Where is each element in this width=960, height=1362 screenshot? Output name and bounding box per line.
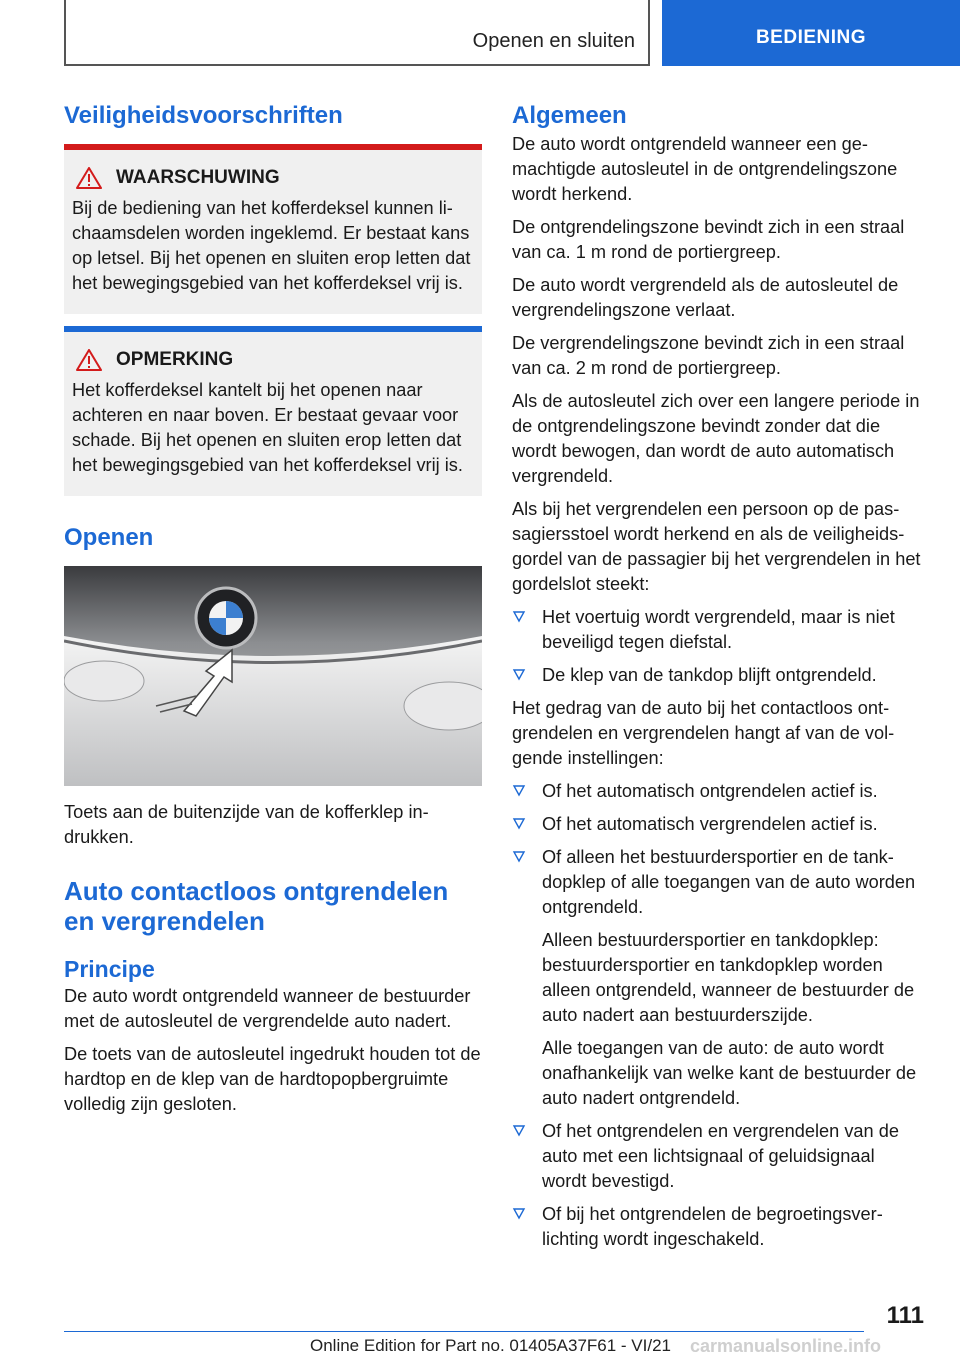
header-chapter-tab: BEDIENING — [662, 0, 960, 66]
general-paragraph-4: De vergrendelingszone bevindt zich in een straal van ca. 2 m rond de portiergreep. — [512, 333, 905, 378]
principle-heading: Principe — [64, 956, 155, 982]
warning-box — [64, 144, 482, 314]
list-item — [512, 1119, 924, 1194]
general-paragraph-3: De auto wordt vergrendeld als de autosleutel de vergrendelingszone verlaat. — [512, 275, 899, 320]
warning-triangle-icon — [76, 167, 102, 189]
triangle-bullet-icon — [512, 1206, 526, 1220]
list-item-text: Of het ontgrendelen en vergrendelen van de auto met een lichtsignaal of geluidsignaal wordt bevestigd. — [542, 1121, 899, 1191]
list-item — [512, 1202, 924, 1252]
notice-box — [64, 326, 482, 496]
watermark: carmanualsonline.info — [690, 1336, 882, 1356]
triangle-bullet-icon — [512, 849, 526, 863]
settings-paragraph: Het gedrag van de auto bij het contactloos ontgrendelen en vergrendelen hangt af van de volgende instellingen: — [512, 698, 895, 768]
triangle-bullet-icon — [512, 1123, 526, 1137]
list-item-text: De klep van de tankdop blijft ontgrendeld. — [542, 665, 877, 685]
list-item — [512, 663, 924, 688]
footer-divider — [64, 1331, 864, 1332]
general-paragraph-6: Als bij het vergrendelen een persoon op de passagiersstoel wordt herkend en als de veiligheidsgordel van de passagier bij het vergrendelen in het gordelslot steekt: — [512, 499, 921, 594]
warning-header — [72, 164, 474, 192]
general-paragraph-5: Als de autosleutel zich over een langere periode in de ontgrendelingszone bevindt zonder dat die wordt bewogen, dan wordt de auto automatisch vergrendeld. — [512, 391, 920, 486]
keyless-heading: Auto contactloos ontgrendelen en vergrendelen — [64, 876, 449, 936]
left-column — [64, 100, 482, 1117]
notice-text: Het kofferdeksel kantelt bij het openen naar achteren en naar boven. Er bestaat gevaar voor schade. Bij het openen en sluiten erop letten dat het bewegingsgebied van het kofferdeksel vrij is. — [72, 380, 463, 475]
list-sub-paragraph: Alleen bestuurdersportier en tankdopklep: bestuurdersportier en tankdopklep worden alleen ontgrendeld, wanneer de bestuurder de auto nadert aan bestuurderszijde. — [542, 930, 915, 1025]
triangle-bullet-icon — [512, 783, 526, 797]
open-heading: Openen — [64, 524, 154, 551]
list-sub-paragraph: Alle toegangen van de auto: de auto wordt onafhankelijk van welke kant de bestuurder de auto nadert ontgrendeld. — [542, 1038, 917, 1108]
list-item-text: Of het automatisch ontgrendelen actief is. — [542, 781, 878, 801]
page-number: 111 — [886, 1302, 924, 1329]
list-item-text: Of bij het ontgrendelen de begroetingsverlichting wordt ingeschakeld. — [542, 1204, 883, 1249]
triangle-bullet-icon — [512, 816, 526, 830]
open-instruction: Toets aan de buitenzijde van de kofferklep indrukken. — [64, 802, 429, 847]
header-section-title: Openen en sluiten — [472, 30, 635, 52]
notice-triangle-icon — [76, 349, 102, 371]
list-item — [512, 845, 924, 1111]
principle-paragraph-1: De auto wordt ontgrendeld wanneer de bestuurder met de autosleutel de vergrendelde auto nadert. — [64, 986, 471, 1031]
list-item — [512, 605, 924, 655]
principle-paragraph-2: De toets van de autosleutel ingedrukt houden tot de hardtop en de klep van de hardtopopbergruimte volledig zijn gesloten. — [64, 1044, 481, 1114]
passenger-list — [512, 605, 924, 688]
general-paragraph-2: De ontgrendelingszone bevindt zich in een straal van ca. 1 m rond de portiergreep. — [512, 217, 905, 262]
trunk-button-photo — [64, 566, 482, 786]
notice-header — [72, 346, 474, 374]
warning-text: Bij de bediening van het kofferdeksel kunnen lichaamsdelen worden ingeklemd. Er bestaat kans op letsel. Bij het openen en sluiten erop letten dat het bewegingsgebied van het kofferdeksel vrij is. — [72, 198, 471, 293]
general-heading: Algemeen — [512, 102, 627, 129]
settings-list — [512, 779, 924, 1252]
list-item-text: Of alleen het bestuurdersportier en de tankdopklep of alle toegangen van de auto worden ontgrendeld. — [542, 847, 916, 917]
list-item-text: Het voertuig wordt vergrendeld, maar is niet beveiligd tegen diefstal. — [542, 607, 895, 652]
triangle-bullet-icon — [512, 667, 526, 681]
warning-label: WAARSCHUWING — [116, 167, 280, 188]
notice-label: OPMERKING — [116, 349, 234, 370]
safety-heading: Veiligheidsvoorschriften — [64, 102, 343, 129]
right-column — [512, 100, 924, 1252]
triangle-bullet-icon — [512, 609, 526, 623]
edition-text: Online Edition for Part no. 01405A37F61 - VI/21 — [310, 1336, 672, 1355]
list-item — [512, 779, 924, 804]
trunk-illustration — [64, 566, 482, 786]
list-item-text: Of het automatisch vergrendelen actief is. — [542, 814, 878, 834]
list-item — [512, 812, 924, 837]
general-paragraph-1: De auto wordt ontgrendeld wanneer een gemachtigde autosleutel in de ontgrendelingszone wordt herkend. — [512, 134, 898, 204]
